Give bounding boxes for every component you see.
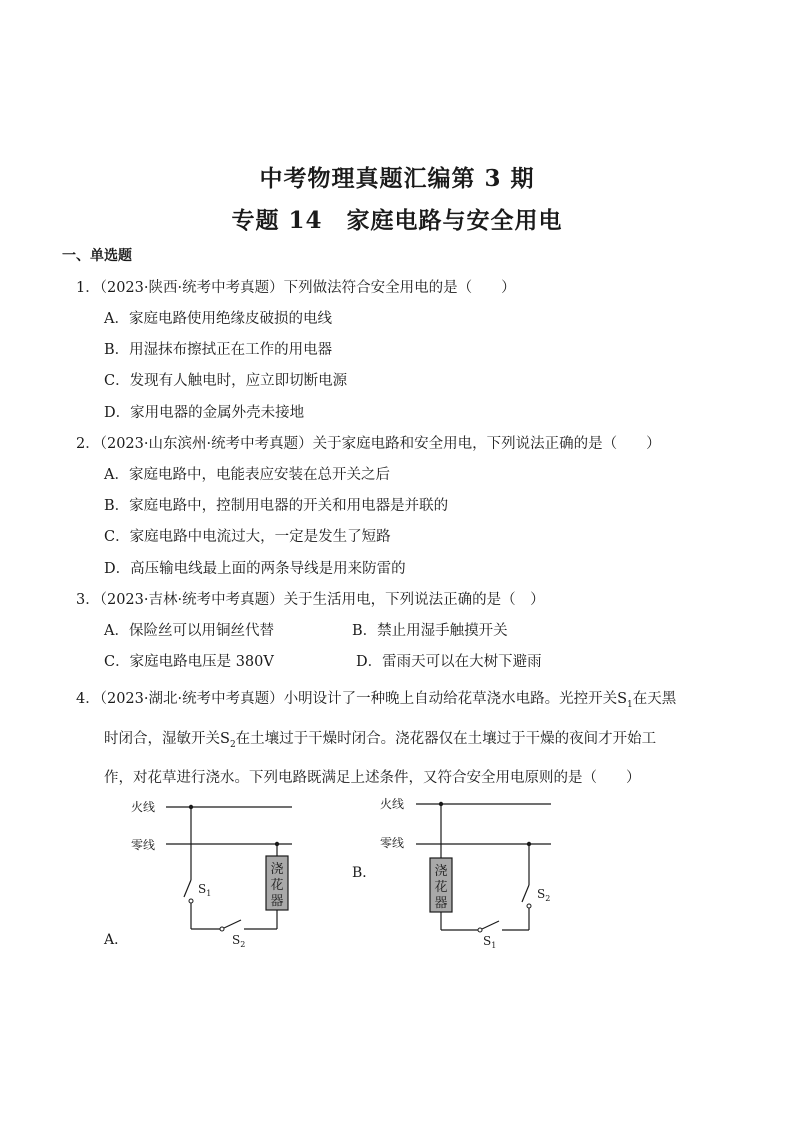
switch-contact [527, 904, 531, 908]
switch-letter: S [537, 887, 546, 901]
question-2 [76, 432, 661, 453]
device-char: 浇 [434, 864, 448, 879]
question-stem-part1: 小明设计了一种晚上自动给花草浇水电路。光控开关S [283, 691, 628, 707]
live-wire-label: 火线 [131, 800, 156, 814]
option-1a: A．家庭电路使用绝缘皮破损的电线 [104, 311, 332, 327]
question-4-line2 [104, 727, 656, 750]
switch-letter: S [198, 882, 207, 896]
question-source: （2023·陕西·统考中考真题） [99, 280, 284, 296]
option-2d: D．高压输电线最上面的两条导线是用来防雷的 [104, 561, 406, 577]
neutral-wire-label: 零线 [131, 838, 156, 852]
switch-label [198, 882, 211, 898]
switch-blade [184, 880, 191, 897]
subscript: 2 [229, 739, 236, 750]
switch-subscript: 1 [206, 889, 212, 898]
circuit-diagram-b [348, 792, 568, 952]
switch-subscript: 2 [545, 894, 551, 903]
question-4-line3: 作，对花草进行浇水。下列电路既满足上述条件，又符合安全用电原则的是（ ） [104, 770, 641, 786]
switch-contact [478, 928, 482, 932]
switch-label [232, 933, 245, 949]
device-char: 花 [270, 878, 284, 893]
question-source: （2023·湖北·统考中考真题） [99, 691, 284, 707]
switch-label [537, 887, 550, 903]
device-char: 花 [434, 880, 448, 895]
option-3b: B．禁止用湿手触摸开关 [352, 623, 508, 639]
switch-letter: S [232, 933, 241, 947]
section-heading: 一、单选题 [62, 248, 132, 264]
switch-subscript: 2 [240, 940, 246, 949]
subscript: 1 [627, 699, 633, 710]
document-title: 中考物理真题汇编第 3 期 [259, 165, 535, 192]
line2-part1: 时闭合，湿敏开关S [104, 731, 230, 747]
device-char: 器 [270, 894, 284, 909]
line2-part2: 在土壤过于干燥时闭合。浇花器仅在土壤过于干燥的夜间才开始工 [235, 731, 657, 747]
option-3d: D．雷雨天可以在大树下避雨 [356, 654, 542, 670]
option-1c: C．发现有人触电时，应立即切断电源 [104, 373, 348, 389]
option-2a: A．家庭电路中，电能表应安装在总开关之后 [104, 467, 390, 483]
device-char: 器 [434, 896, 448, 911]
device-char: 浇 [270, 862, 284, 877]
option-label: A． [104, 932, 129, 948]
option-2c: C．家庭电路中电流过大，一定是发生了短路 [104, 529, 391, 545]
neutral-wire-label: 零线 [380, 836, 405, 850]
document-subtitle: 专题 14 家庭电路与安全用电 [231, 207, 563, 234]
circuit-diagram-a [98, 792, 318, 952]
switch-subscript: 1 [491, 941, 497, 950]
question-stem-part2: 在天黑 [632, 691, 677, 707]
switch-blade [224, 920, 241, 928]
question-3 [76, 588, 545, 609]
question-number: 2． [76, 436, 100, 452]
live-wire-label: 火线 [380, 797, 405, 811]
option-label: B． [352, 865, 377, 881]
switch-letter: S [483, 934, 492, 948]
switch-blade [482, 921, 499, 929]
question-1 [76, 276, 516, 297]
option-3c: C．家庭电路电压是 380V [104, 654, 274, 670]
option-3a: A．保险丝可以用铜丝代替 [104, 623, 274, 639]
option-2b: B．家庭电路中，控制用电器的开关和用电器是并联的 [104, 498, 449, 514]
question-4 [76, 687, 676, 710]
switch-contact [220, 927, 224, 931]
question-source: （2023·山东滨州·统考中考真题） [99, 436, 313, 452]
switch-contact [189, 899, 193, 903]
question-stem: 关于家庭电路和安全用电，下列说法正确的是（ ） [312, 436, 661, 452]
question-stem: 下列做法符合安全用电的是（ ） [283, 280, 516, 296]
question-source: （2023·吉林·统考中考真题） [99, 592, 284, 608]
option-1d: D．家用电器的金属外壳未接地 [104, 405, 305, 421]
switch-blade [522, 885, 529, 902]
switch-label [483, 934, 496, 950]
question-number: 1． [76, 280, 100, 296]
question-stem: 关于生活用电，下列说法正确的是（ ） [283, 592, 545, 608]
question-number: 3． [76, 592, 100, 608]
option-1b: B．用湿抹布擦拭正在工作的用电器 [104, 342, 333, 358]
question-number: 4． [76, 691, 100, 707]
